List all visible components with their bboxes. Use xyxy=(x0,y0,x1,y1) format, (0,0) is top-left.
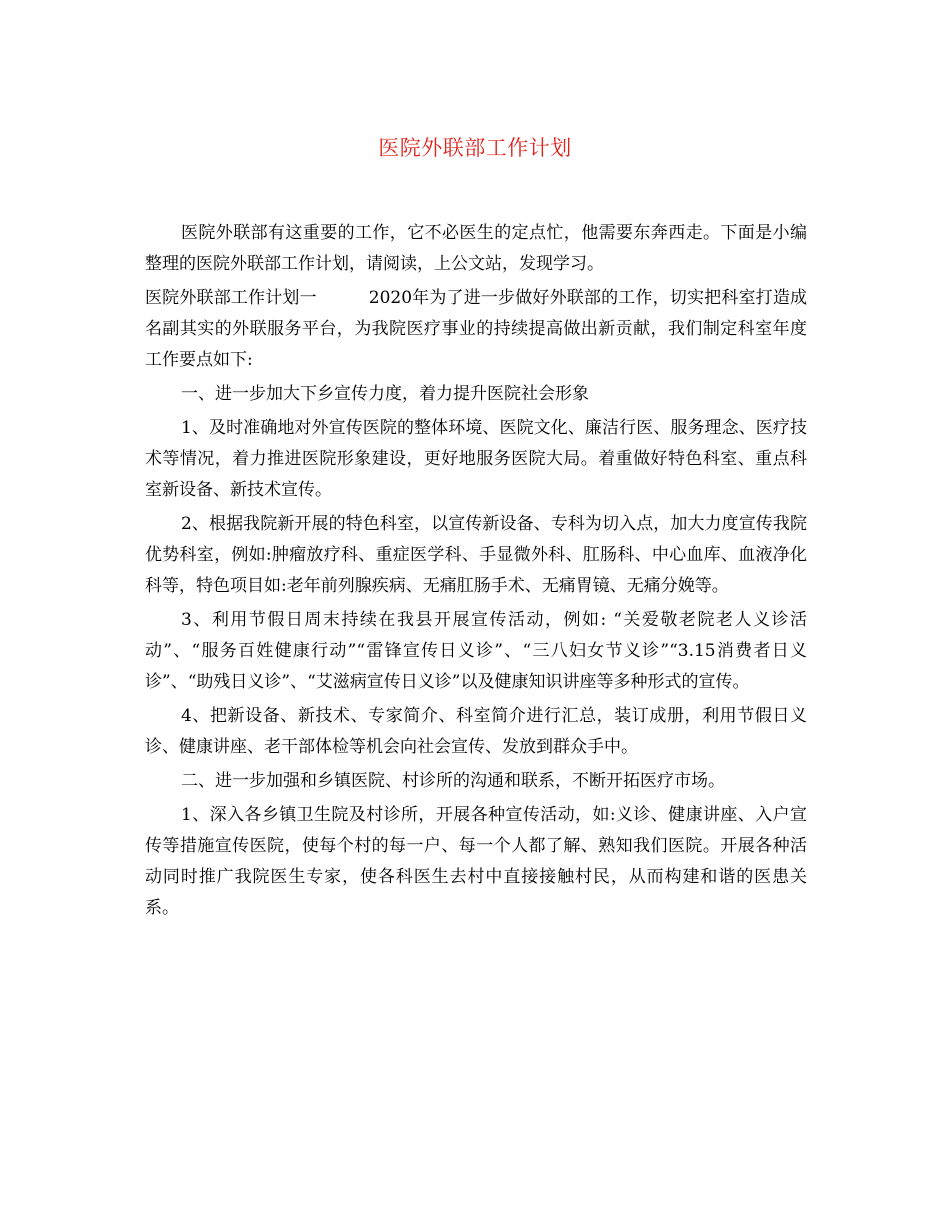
plan-heading: 医院外联部工作计划一 xyxy=(145,288,317,308)
section-1-item-2: 2、根据我院新开展的特色科室，以宣传新设备、专科为切入点，加大力度宣传我院优势科室，例如:肿瘤放疗科、重症医学科、手显微外科、肛肠科、中心血库、血液净化科等，特色项目如:老年前列腺疾病、无痛肛肠手术、无痛胃镜、无痛分娩等。 xyxy=(145,514,807,596)
section-1-item-4: 4、把新设备、新技术、专家简介、科室简介进行汇总，装订成册，利用节假日义诊、健康讲座、老干部体检等机会向社会宣传、发放到群众手中。 xyxy=(145,706,807,757)
section-2-item-1: 1、深入各乡镇卫生院及村诊所，开展各种宣传活动，如:义诊、健康讲座、入户宣传等措施宣传医院，使每个村的每一户、每一个人都了解、熟知我们医院。开展各种活动同时推广我院医生专家，使各科医生去村中直接接触村民，从而构建和谐的医患关系。 xyxy=(145,805,807,918)
plan-opening: 2020年为了进一步做好外联部的工作，切实把科室打造成名副其实的外联服务平台，为我院医疗事业的持续提高做出新贡献，我们制定科室年度工作要点如下: xyxy=(145,288,808,370)
section-1-item-1: 1、及时准确地对外宣传医院的整体环境、医院文化、廉洁行医、服务理念、医疗技术等情况，着力推进医院形象建设，更好地服务医院大局。着重做好特色科室、重点科室新设备、新技术宣传。 xyxy=(145,418,807,500)
document-title: 医院外联部工作计划 xyxy=(378,136,572,160)
intro-paragraph: 医院外联部有这重要的工作，它不必医生的定点忙，他需要东奔西走。下面是小编整理的医院外联部工作计划，请阅读，上公文站，发现学习。 xyxy=(145,223,807,274)
section-1-item-3: 3、利用节假日周末持续在我县开展宣传活动，例如: “关爱敬老院老人义诊活动”、“服务百姓健康行动”“雷锋宣传日义诊”、“三八妇女节义诊”“3.15消费者日义诊”、“助残日义诊”、“艾滋病宣传日义诊”以及健康知识讲座等多种形式的宣传。 xyxy=(145,610,807,692)
section-1-title: 一、进一步加大下乡宣传力度，着力提升医院社会形象 xyxy=(181,384,589,404)
section-2-title: 二、进一步加强和乡镇医院、村诊所的沟通和联系，不断开拓医疗市场。 xyxy=(181,771,725,791)
plan-paragraph xyxy=(145,283,807,376)
document-body xyxy=(145,218,807,927)
